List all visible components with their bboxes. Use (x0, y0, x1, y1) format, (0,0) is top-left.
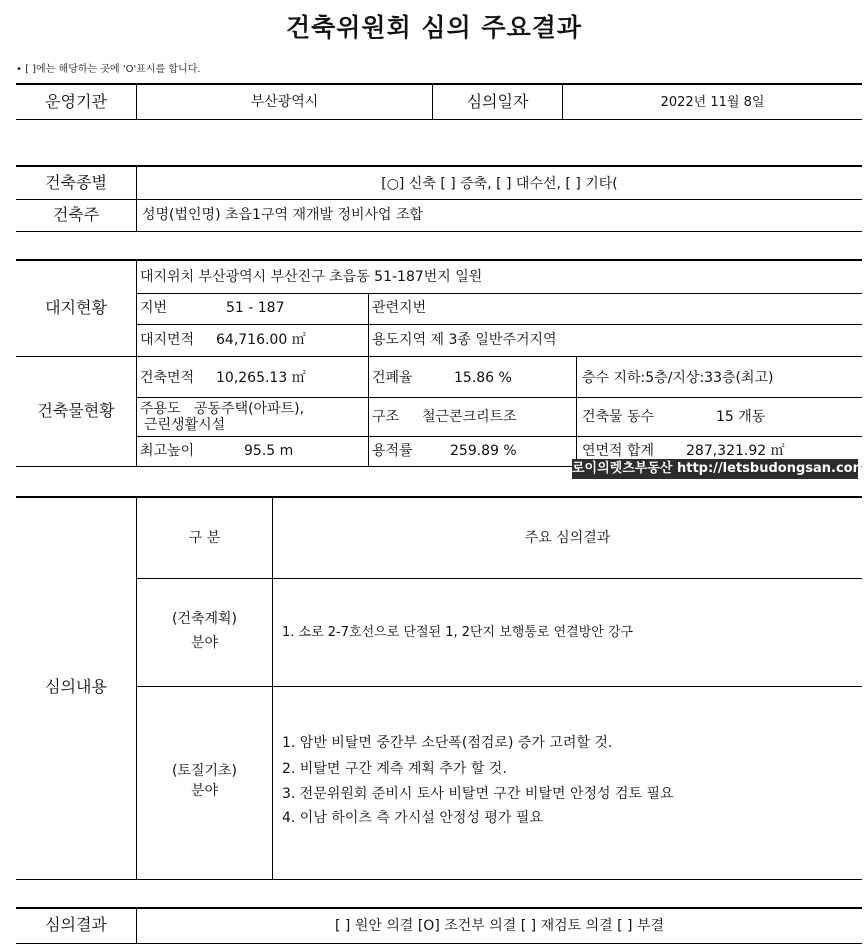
owner-value: 성명(법인명) 초읍1구역 재개발 정비사업 조합 (142, 207, 424, 223)
soil-item: 1. 암반 비탈면 중간부 소단폭(점검로) 증가 고려할 것. (282, 735, 613, 751)
org-value: 부산광역시 (250, 94, 319, 110)
result-header: 주요 심의결과 (524, 530, 611, 546)
use-label: 주용도 (140, 401, 181, 417)
soil-item: 3. 전문위원회 준비시 토사 비탈면 구간 비탈면 안정성 검토 필요 (282, 786, 674, 802)
result-value: [ ] 원안 의결 [O] 조건부 의결 [ ] 재검토 의결 [ ] 부결 (335, 918, 664, 934)
far-value: 259.89 % (450, 443, 517, 459)
date-value: 2022년 11월 8일 (660, 95, 765, 110)
org-label: 운영기관 (45, 92, 107, 111)
soil-category-line2: 분야 (190, 783, 219, 799)
category-header: 구 분 (188, 530, 221, 546)
structure-type-label: 구조 (372, 409, 400, 425)
building-type-value: [○] 신축 [ ] 증축, [ ] 대수선, [ ] 기타( (381, 176, 618, 192)
building-count-value: 15 개동 (716, 409, 766, 425)
building-area-label: 건축면적 (140, 370, 195, 386)
result-label: 심의결과 (45, 915, 107, 934)
arch-item: 1. 소로 2-7호선으로 단절된 1, 2단지 보행통로 연결방안 강구 (282, 625, 634, 640)
arch-category-line1: (건축계획) (171, 611, 238, 627)
height-value: 95.5 m (244, 443, 294, 459)
document-title: 건축위원회 심의 주요결과 (285, 13, 583, 42)
watermark-banner: 로이의렛츠부동산 http://letsbudongsan.com (572, 459, 858, 479)
owner-label: 건축주 (52, 205, 100, 224)
total-area-label: 연면적 합계 (582, 443, 655, 459)
use-value-1: 공동주택(아파트), (194, 401, 305, 417)
structure-label: 건축물현황 (37, 401, 115, 420)
site-location: 대지위치 부산광역시 부산진구 초읍동 51-187번지 일원 (140, 269, 483, 285)
building-area-value: 10,265.13 ㎡ (216, 370, 306, 386)
site-label: 대지현황 (45, 298, 107, 317)
building-type-label: 건축종별 (45, 173, 107, 192)
site-area-label: 대지면적 (140, 332, 195, 348)
date-label: 심의일자 (466, 92, 529, 111)
floors-value: 층수 지하:5층/지상:33층(최고) (582, 370, 774, 386)
zone-value: 용도지역 제 3종 일반주거지역 (372, 332, 557, 348)
structure-type-value: 철근콘크리트조 (422, 409, 517, 425)
soil-item: 4. 이남 하이츠 측 가시설 안정성 평가 필요 (282, 810, 543, 826)
related-lot-label: 관련지번 (372, 300, 427, 316)
coverage-label: 건폐율 (372, 370, 413, 386)
building-count-label: 건축물 동수 (582, 409, 655, 425)
arch-category-line2: 분야 (190, 635, 219, 651)
height-label: 최고높이 (140, 443, 195, 459)
total-area-value: 287,321.92 ㎡ (686, 443, 785, 459)
site-area-value: 64,716.00 ㎡ (216, 332, 306, 348)
soil-item: 2. 비탈면 구간 계측 계획 추가 할 것. (282, 761, 507, 777)
lot-label: 지번 (140, 300, 168, 316)
review-label: 심의내용 (45, 677, 107, 696)
use-value-2: 근린생활시설 (144, 417, 226, 433)
lot-value: 51 - 187 (226, 300, 285, 316)
soil-category-line1: (토질기초) (171, 763, 238, 779)
far-label: 용적률 (372, 443, 413, 459)
instruction-note: • [ ]에는 해당하는 곳에 'O'표시를 합니다. (16, 64, 201, 75)
coverage-value: 15.86 % (454, 370, 512, 386)
